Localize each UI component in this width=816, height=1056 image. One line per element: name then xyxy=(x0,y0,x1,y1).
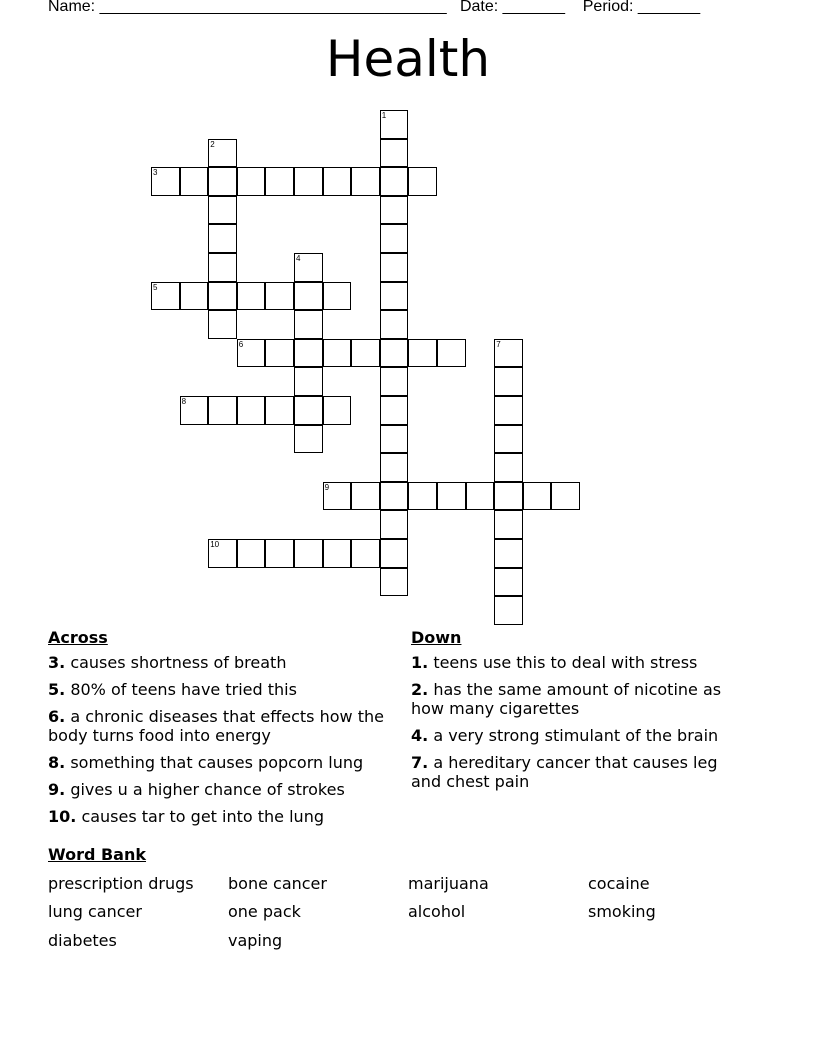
grid-cell[interactable] xyxy=(265,396,294,425)
grid-cell[interactable] xyxy=(408,482,437,511)
grid-cell[interactable] xyxy=(523,482,552,511)
grid-cell[interactable] xyxy=(380,224,409,253)
clue-number: 6 xyxy=(238,339,244,349)
grid-cell[interactable] xyxy=(494,453,523,482)
grid-cell[interactable] xyxy=(323,282,352,311)
word-bank-heading: Word Bank xyxy=(48,845,147,864)
clue-number: 4 xyxy=(296,254,301,263)
down-heading: Down xyxy=(411,628,462,647)
across-clue-9: 9. gives u a higher chance of strokes xyxy=(48,780,345,799)
grid-cell[interactable] xyxy=(494,339,523,368)
grid-cell[interactable] xyxy=(437,339,466,368)
grid-cell[interactable] xyxy=(380,367,409,396)
clue-number: 7 xyxy=(496,339,501,349)
down-clue-7: 7. a hereditary cancer that causes leg and chest pain xyxy=(411,753,718,791)
word-bank-item: marijuana xyxy=(408,874,489,893)
clue-number: 10 xyxy=(210,540,220,549)
grid-cell[interactable] xyxy=(323,539,352,568)
word-bank-item: vaping xyxy=(228,931,283,950)
grid-cell[interactable] xyxy=(380,510,409,539)
grid-cell[interactable] xyxy=(294,539,323,568)
grid-cell[interactable] xyxy=(265,339,294,368)
grid-cell[interactable] xyxy=(294,282,323,311)
grid-cell[interactable] xyxy=(351,167,380,196)
grid-cell[interactable] xyxy=(380,167,409,196)
word-bank-item: cocaine xyxy=(588,874,650,893)
clue-number: 5 xyxy=(153,282,158,292)
grid-cell[interactable] xyxy=(380,539,409,568)
name-label: Name: xyxy=(48,0,96,15)
across-clue-6: 6. a chronic diseases that effects how the body turns food into energy xyxy=(48,707,384,745)
grid-cell[interactable] xyxy=(494,482,523,511)
clue-number: 8 xyxy=(181,397,187,406)
grid-cell[interactable] xyxy=(265,167,294,196)
grid-cell[interactable] xyxy=(551,482,580,511)
grid-cell[interactable] xyxy=(294,396,323,425)
grid-cell[interactable] xyxy=(380,339,409,368)
down-clue-2: 2. has the same amount of nicotine as how many cigarettes xyxy=(411,680,722,718)
grid-cell[interactable] xyxy=(437,482,466,511)
name-line[interactable]: _______________________________________ xyxy=(99,0,447,15)
grid-cell[interactable] xyxy=(380,310,409,339)
word-bank-item: diabetes xyxy=(48,931,117,950)
word-bank-item: lung cancer xyxy=(48,902,142,921)
period-line[interactable]: _______ xyxy=(637,0,701,15)
grid-cell[interactable] xyxy=(380,282,409,311)
grid-cell[interactable] xyxy=(151,167,180,196)
across-clue-5: 5. 80% of teens have tried this xyxy=(48,680,297,699)
grid-cell[interactable] xyxy=(208,196,237,225)
across-clues xyxy=(48,628,388,834)
grid-cell[interactable] xyxy=(180,396,209,425)
grid-cell[interactable] xyxy=(494,367,523,396)
grid-cell[interactable] xyxy=(208,167,237,196)
grid-cell[interactable] xyxy=(294,310,323,339)
grid-cell[interactable] xyxy=(323,339,352,368)
grid-cell[interactable] xyxy=(408,339,437,368)
clue-number: 9 xyxy=(324,482,330,492)
word-bank-item: alcohol xyxy=(408,902,466,921)
word-bank-item: one pack xyxy=(228,902,301,921)
grid-cell[interactable] xyxy=(380,568,409,597)
grid-cell[interactable] xyxy=(380,196,409,225)
grid-cell[interactable] xyxy=(208,224,237,253)
grid-cell[interactable] xyxy=(180,282,209,311)
grid-cell[interactable] xyxy=(208,310,237,339)
grid-cell[interactable] xyxy=(237,539,266,568)
word-bank-item: bone cancer xyxy=(228,874,327,893)
grid-cell[interactable] xyxy=(265,539,294,568)
page-title: Health xyxy=(325,30,491,88)
grid-cell[interactable] xyxy=(380,253,409,282)
across-clue-8: 8. something that causes popcorn lung xyxy=(48,753,364,772)
grid-cell[interactable] xyxy=(208,282,237,311)
grid-cell[interactable] xyxy=(237,339,266,368)
grid-cell[interactable] xyxy=(294,253,323,282)
grid-cell[interactable] xyxy=(494,510,523,539)
grid-cell[interactable] xyxy=(323,482,352,511)
grid-cell[interactable] xyxy=(380,396,409,425)
clue-number: 3 xyxy=(153,168,158,178)
grid-cell[interactable] xyxy=(237,167,266,196)
date-line[interactable]: _______ xyxy=(502,0,565,15)
grid-cell[interactable] xyxy=(208,539,237,568)
grid-cell[interactable] xyxy=(494,596,523,625)
grid-cell[interactable] xyxy=(380,110,409,139)
word-bank-item: smoking xyxy=(588,902,656,921)
grid-cell[interactable] xyxy=(351,539,380,568)
grid-cell[interactable] xyxy=(351,482,380,511)
grid-cell[interactable] xyxy=(380,453,409,482)
grid-cell[interactable] xyxy=(237,282,266,311)
grid-cell[interactable] xyxy=(380,482,409,511)
grid-cell[interactable] xyxy=(151,282,180,311)
grid-cell[interactable] xyxy=(494,568,523,597)
grid-cell[interactable] xyxy=(351,339,380,368)
grid-cell[interactable] xyxy=(208,139,237,168)
grid-cell[interactable] xyxy=(208,253,237,282)
across-clue-3: 3. causes shortness of breath xyxy=(48,653,287,672)
grid-cell[interactable] xyxy=(408,167,437,196)
clue-number: 2 xyxy=(210,139,215,149)
grid-cell[interactable] xyxy=(265,282,294,311)
period-label: Period: xyxy=(582,0,634,15)
grid-cell[interactable] xyxy=(380,425,409,454)
grid-cell[interactable] xyxy=(466,482,495,511)
grid-cell[interactable] xyxy=(294,367,323,396)
down-clues xyxy=(411,628,751,799)
grid-cell[interactable] xyxy=(294,167,323,196)
grid-cell[interactable] xyxy=(494,396,523,425)
grid-cell[interactable] xyxy=(237,396,266,425)
down-clue-1: 1. teens use this to deal with stress xyxy=(411,653,698,672)
grid-cell[interactable] xyxy=(294,339,323,368)
grid-cell[interactable] xyxy=(180,167,209,196)
clue-number: 1 xyxy=(381,111,387,120)
grid-cell[interactable] xyxy=(380,139,409,168)
across-clue-10: 10. causes tar to get into the lung xyxy=(48,807,324,826)
grid-cell[interactable] xyxy=(323,167,352,196)
grid-cell[interactable] xyxy=(208,396,237,425)
grid-cell[interactable] xyxy=(494,539,523,568)
grid-cell[interactable] xyxy=(294,425,323,454)
across-heading: Across xyxy=(48,628,108,647)
grid-cell[interactable] xyxy=(494,425,523,454)
date-label: Date: xyxy=(459,0,499,15)
word-bank-item: prescription drugs xyxy=(48,874,194,893)
down-clue-4: 4. a very strong stimulant of the brain xyxy=(411,726,719,745)
grid-cell[interactable] xyxy=(323,396,352,425)
